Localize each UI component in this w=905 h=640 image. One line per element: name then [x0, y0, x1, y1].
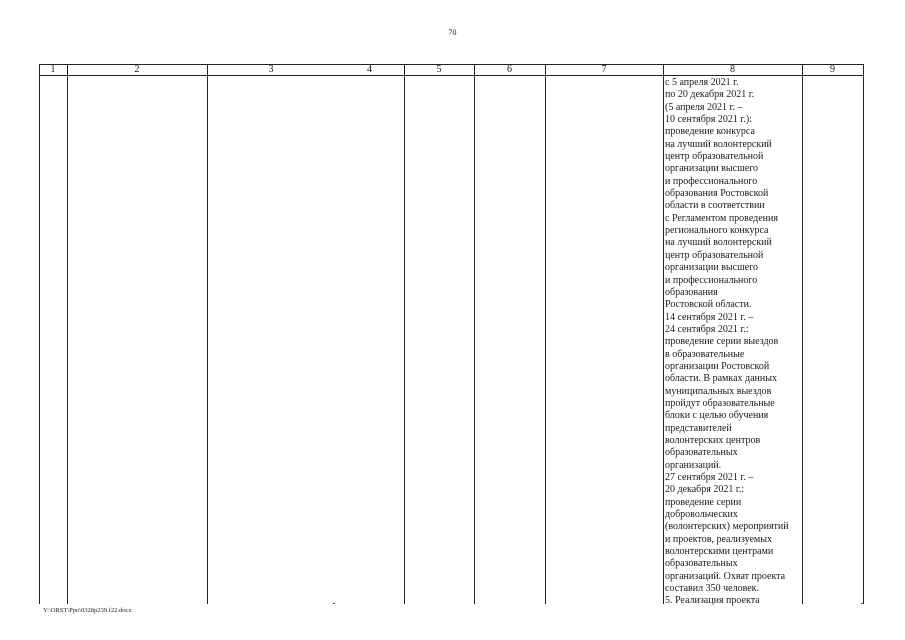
cell-text-line: 20 декабря 2021 г.: [665, 484, 745, 496]
cell-text-line: по 20 декабря 2021 г. [665, 89, 755, 101]
cell-text-line: образования [665, 286, 718, 298]
cell-text-line: составил 350 человек. [665, 583, 760, 595]
cell-text-line: организаций. Охват проекта [665, 570, 786, 582]
footer-file-path: Y:\ORST\Ppo\0328p239.f22.docx [43, 607, 132, 614]
cell-text-line: с 5 апреля 2021 г. [665, 77, 739, 88]
column-header-9: 9 [830, 64, 835, 75]
cell-text-line: 5. Реализация проекта [665, 595, 760, 607]
column-divider [67, 64, 68, 604]
cell-text-line: организации высшего [665, 163, 759, 175]
column-divider [663, 64, 664, 604]
cell-text-line: проведение конкурса [665, 126, 755, 138]
cell-text-line: пройдут образовательные [665, 397, 775, 409]
cell-text-line: и проектов, реализуемых [665, 533, 772, 545]
cell-text-line: на лучший волонтерский [665, 138, 772, 150]
cell-text-line: волонтерскими центрами [665, 546, 774, 558]
cell-text-line: блоки с целью обучения [665, 410, 769, 422]
cell-text-line: муниципальных выездов [665, 385, 772, 397]
column-header-3: 3 [268, 64, 274, 75]
column-divider [39, 64, 40, 604]
page-mark [333, 603, 335, 604]
column-header-5: 5 [436, 64, 442, 75]
column-divider [863, 64, 864, 604]
cell-text-line: волонтерских центров [665, 434, 761, 446]
cell-text-line: регионального конкурса [665, 225, 769, 237]
cell-text-line: центр образовательной [665, 249, 764, 261]
cell-text-line: Ростовской области. [665, 299, 752, 311]
cell-text-line: и профессионального [665, 274, 758, 286]
cell-text-line: на лучший волонтерский [665, 237, 772, 249]
cell-text-line: образования Ростовской [665, 188, 769, 200]
cell-text-line: (5 апреля 2021 г. – [665, 101, 743, 113]
cell-text-line: центр образовательной [665, 151, 764, 163]
column-header-2: 2 [134, 64, 140, 75]
cell-text-line: представителей [665, 422, 732, 434]
column-header-4: 4 [367, 64, 372, 75]
cell-text-line: организации Ростовской [665, 360, 770, 372]
cell-text-line: добровольческих [665, 509, 738, 521]
page-mark [861, 603, 863, 604]
cell-text-line: с Регламентом проведения [665, 212, 778, 224]
cell-text-line: в образовательные [665, 348, 745, 360]
column-header-8: 8 [730, 64, 735, 75]
column-divider [474, 64, 475, 604]
cell-text-line: 14 сентября 2021 г. – [665, 311, 754, 323]
column-divider [802, 64, 803, 604]
cell-text-line: 10 сентября 2021 г.): [665, 114, 752, 126]
column-header-6: 6 [507, 64, 512, 75]
cell-text-line: организации высшего [665, 262, 759, 274]
cell-text-line: и профессионального [665, 175, 758, 187]
cell-text-line: проведение серии [665, 496, 742, 508]
cell-text-line: проведение серии выездов [665, 336, 779, 348]
page-number: 70 [448, 28, 457, 37]
cell-text-line: области в соответствии [665, 200, 765, 212]
column-divider [207, 64, 208, 604]
document-table [39, 64, 864, 607]
column-divider [545, 64, 546, 604]
cell-text-line: организаций. [665, 459, 722, 471]
cell-text-line: 27 сентября 2021 г. – [665, 472, 754, 483]
column-8-cell-text [665, 77, 801, 608]
cell-text-line: образовательных [665, 558, 738, 570]
column-header-1: 1 [50, 64, 56, 75]
cell-text-line: области. В рамках данных [665, 373, 777, 385]
column-header-7: 7 [601, 64, 607, 75]
cell-text-line: 24 сентября 2021 г.: [665, 323, 749, 335]
cell-text-line: образовательных [665, 447, 738, 459]
cell-text-line: (волонтерских) мероприятий [665, 521, 789, 533]
column-divider [404, 64, 405, 604]
